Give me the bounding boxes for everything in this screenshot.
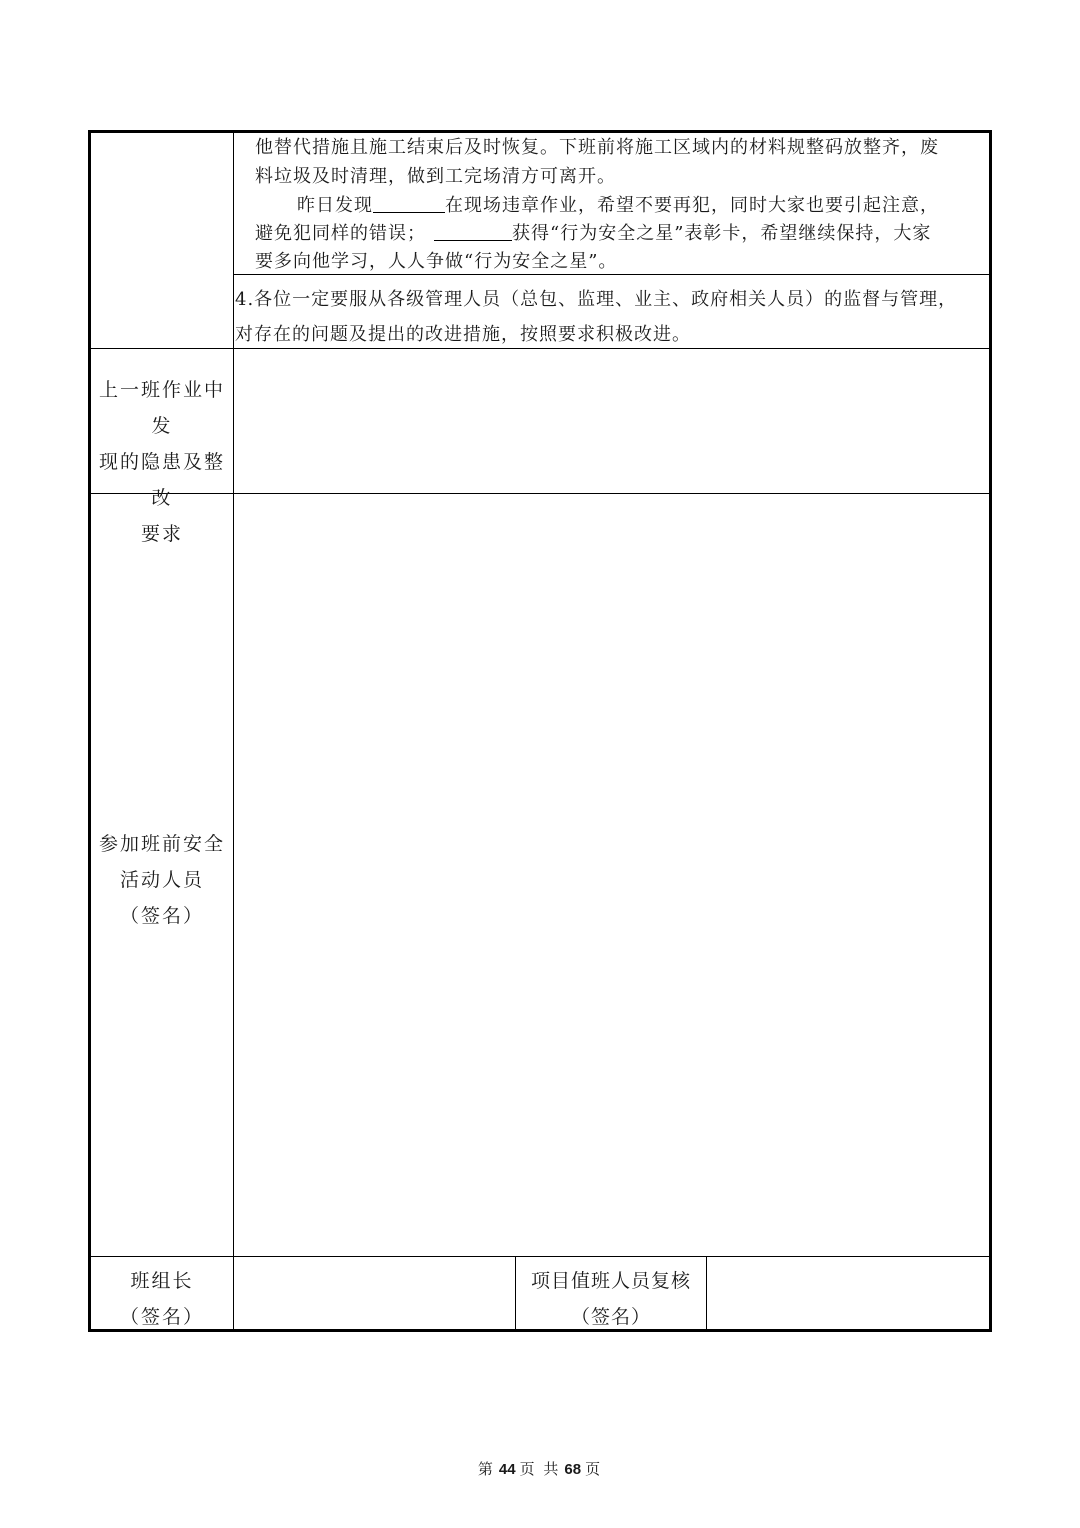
content-line: 料垃圾及时清理，做到工完场清方可离开。 — [255, 166, 616, 187]
content-line: 要多向他学习，人人争做“行为安全之星”。 — [255, 251, 618, 272]
page-footer — [0, 1458, 1080, 1479]
content-text: 获得“行为安全之星”表彰卡，希望继续保持，大家 — [512, 223, 932, 244]
content-text: 昨日发现 — [297, 195, 373, 216]
label-line: 活动人员 — [119, 869, 204, 891]
participants-label — [91, 826, 233, 934]
footer-suffix: 页 — [585, 1460, 603, 1478]
footer-middle: 页 共 — [519, 1460, 561, 1478]
content-line — [297, 196, 939, 215]
row-divider-1 — [233, 274, 989, 275]
hazards-label — [91, 372, 233, 552]
current-page: 44 — [498, 1461, 516, 1478]
content-line: 4.各位一定要服从各级管理人员（总包、监理、业主、政府相关人员）的监督与管理， — [235, 289, 958, 310]
label-line: 要求 — [140, 523, 183, 545]
label-line: （签名） — [119, 1306, 204, 1328]
label-line: （签名） — [119, 905, 204, 927]
footer-prefix: 第 — [477, 1460, 495, 1478]
label-line: 班组长 — [130, 1270, 194, 1292]
reviewer-signature-field[interactable] — [707, 1257, 989, 1332]
team-leader-signature-field[interactable] — [234, 1257, 515, 1332]
content-line: 他替代措施且施工结束后及时恢复。下班前将施工区域内的材料规整码放整齐，废 — [255, 137, 939, 158]
blank-field — [373, 196, 445, 213]
hazards-field[interactable] — [234, 349, 989, 493]
label-line: 现的隐患及整改 — [98, 451, 225, 509]
team-leader-label — [91, 1263, 233, 1335]
reviewer-label — [516, 1263, 706, 1335]
blank-field — [434, 224, 512, 241]
content-line: 对存在的问题及提出的改进措施，按照要求积极改进。 — [235, 324, 691, 345]
form-table — [88, 130, 992, 1332]
content-text: 避免犯同样的错误； — [255, 223, 426, 244]
label-line: 上一班作业中发 — [98, 379, 225, 437]
label-line: 参加班前安全 — [98, 833, 225, 855]
content-line — [255, 224, 931, 243]
label-line: 项目值班人员复核 — [530, 1270, 691, 1292]
label-line: （签名） — [570, 1306, 651, 1328]
content-text: 在现场违章作业，希望不要再犯，同时大家也要引起注意， — [445, 195, 939, 216]
total-pages: 68 — [564, 1461, 582, 1478]
participants-signature-field[interactable] — [234, 494, 989, 1256]
